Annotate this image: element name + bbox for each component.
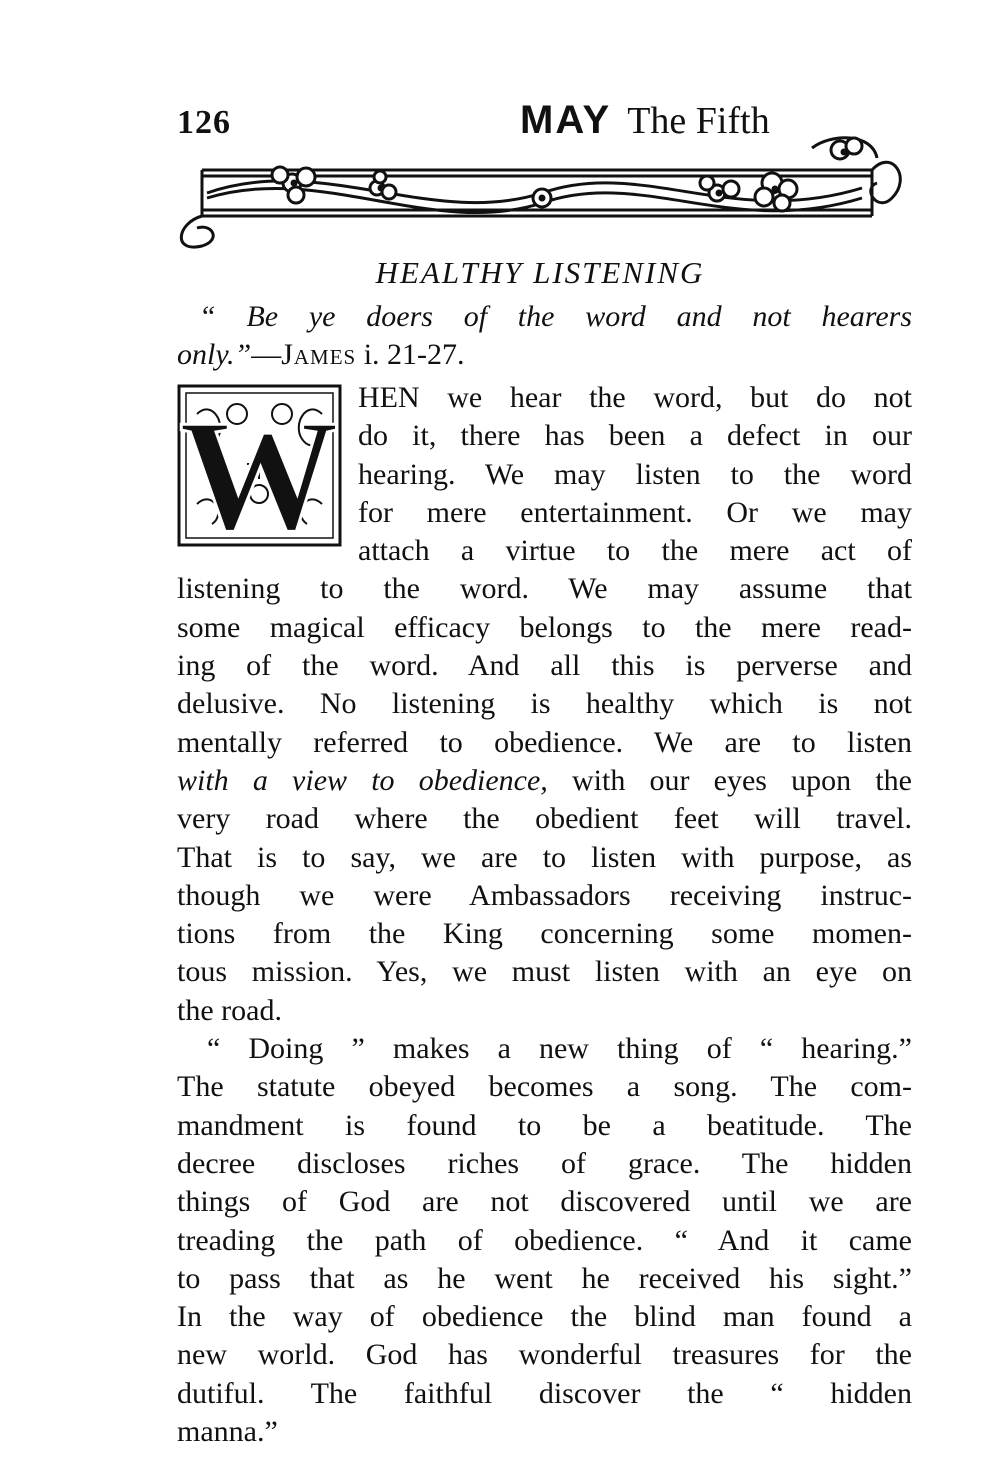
emphasis: with a view to obedience, bbox=[177, 763, 548, 797]
paragraph-1-line: the road. bbox=[177, 993, 282, 1027]
epigraph-attribution: James bbox=[281, 338, 357, 371]
epigraph-dash: — bbox=[251, 338, 282, 371]
paragraph-1-line: delusive. No listening is healthy which is not bbox=[177, 687, 912, 721]
paragraph-2-line: mandment is found to be a beatitude. The bbox=[177, 1108, 912, 1142]
paragraph-2-line: In the way of obedience the blind man found a bbox=[177, 1300, 912, 1334]
paragraph-1-line: mentally referred to obedience. We are to listen bbox=[177, 725, 912, 759]
paragraph-2-line: things of God are not discovered until we are bbox=[177, 1185, 912, 1219]
paragraph-1-line: ing of the word. And all this is perverse and bbox=[177, 649, 912, 683]
paragraph-1-line: do it, there has been a defect in our bbox=[358, 419, 912, 453]
body-text bbox=[177, 379, 912, 1451]
paragraph-1-line: for mere entertainment. Or we may bbox=[358, 495, 912, 529]
paragraph-2-line: manna.” bbox=[177, 1415, 278, 1449]
paragraph-1-line: very road where the obedient feet will travel. bbox=[177, 802, 912, 836]
paragraph-1-line: attach a virtue to the mere act of bbox=[358, 534, 912, 568]
floral-header-ornament bbox=[172, 128, 917, 258]
paragraph-2-line: dutiful. The faithful discover the “ hidden bbox=[177, 1376, 912, 1410]
epigraph-reference: i. 21-27. bbox=[356, 338, 465, 371]
dropcap-letter: W bbox=[179, 386, 339, 547]
emphasis-rest: with our eyes upon the bbox=[547, 763, 912, 797]
running-head-date: The Fifth bbox=[627, 100, 770, 142]
paragraph-1-line: though we were Ambassadors receiving instruc- bbox=[177, 878, 912, 912]
epigraph-quote-end: only.” bbox=[177, 338, 252, 371]
paragraph-1-line: hearing. We may listen to the word bbox=[358, 457, 912, 491]
paragraph-1-line: tions from the King concerning some momen- bbox=[177, 917, 912, 951]
paragraph-1-line: That is to say, we are to listen with purpose, as bbox=[177, 840, 912, 874]
paragraph-2-line: The statute obeyed becomes a song. The com- bbox=[177, 1070, 912, 1104]
paragraph-2-line: to pass that as he went he received his sight.” bbox=[177, 1261, 912, 1295]
paragraph-2-line: “ Doing ” makes a new thing of “ hearing.” bbox=[207, 1032, 912, 1066]
page-number: 126 bbox=[177, 104, 231, 141]
article-title: HEALTHY LISTENING bbox=[375, 255, 705, 290]
paragraph-1-line: HEN we hear the word, but do not bbox=[358, 381, 912, 414]
epigraph-line-1: “ Be ye doers of the word and not hearers bbox=[199, 300, 912, 333]
paragraph-2-line: treading the path of obedience. “ And it came bbox=[177, 1223, 912, 1257]
paragraph-2-line: decree discloses riches of grace. The hidden bbox=[177, 1146, 912, 1180]
epigraph bbox=[177, 298, 912, 374]
paragraph-1-line: tous mission. Yes, we must listen with an eye on bbox=[177, 955, 912, 989]
paragraph-1-line: some magical efficacy belongs to the mere read- bbox=[177, 610, 912, 644]
running-head-month: MAY bbox=[520, 98, 612, 142]
epigraph-line-2 bbox=[177, 338, 465, 371]
paragraph-1-line: listening to the word. We may assume that bbox=[177, 572, 912, 606]
paragraph-2-line: new world. God has wonderful treasures for the bbox=[177, 1338, 912, 1372]
paragraph-1-line bbox=[177, 762, 912, 800]
